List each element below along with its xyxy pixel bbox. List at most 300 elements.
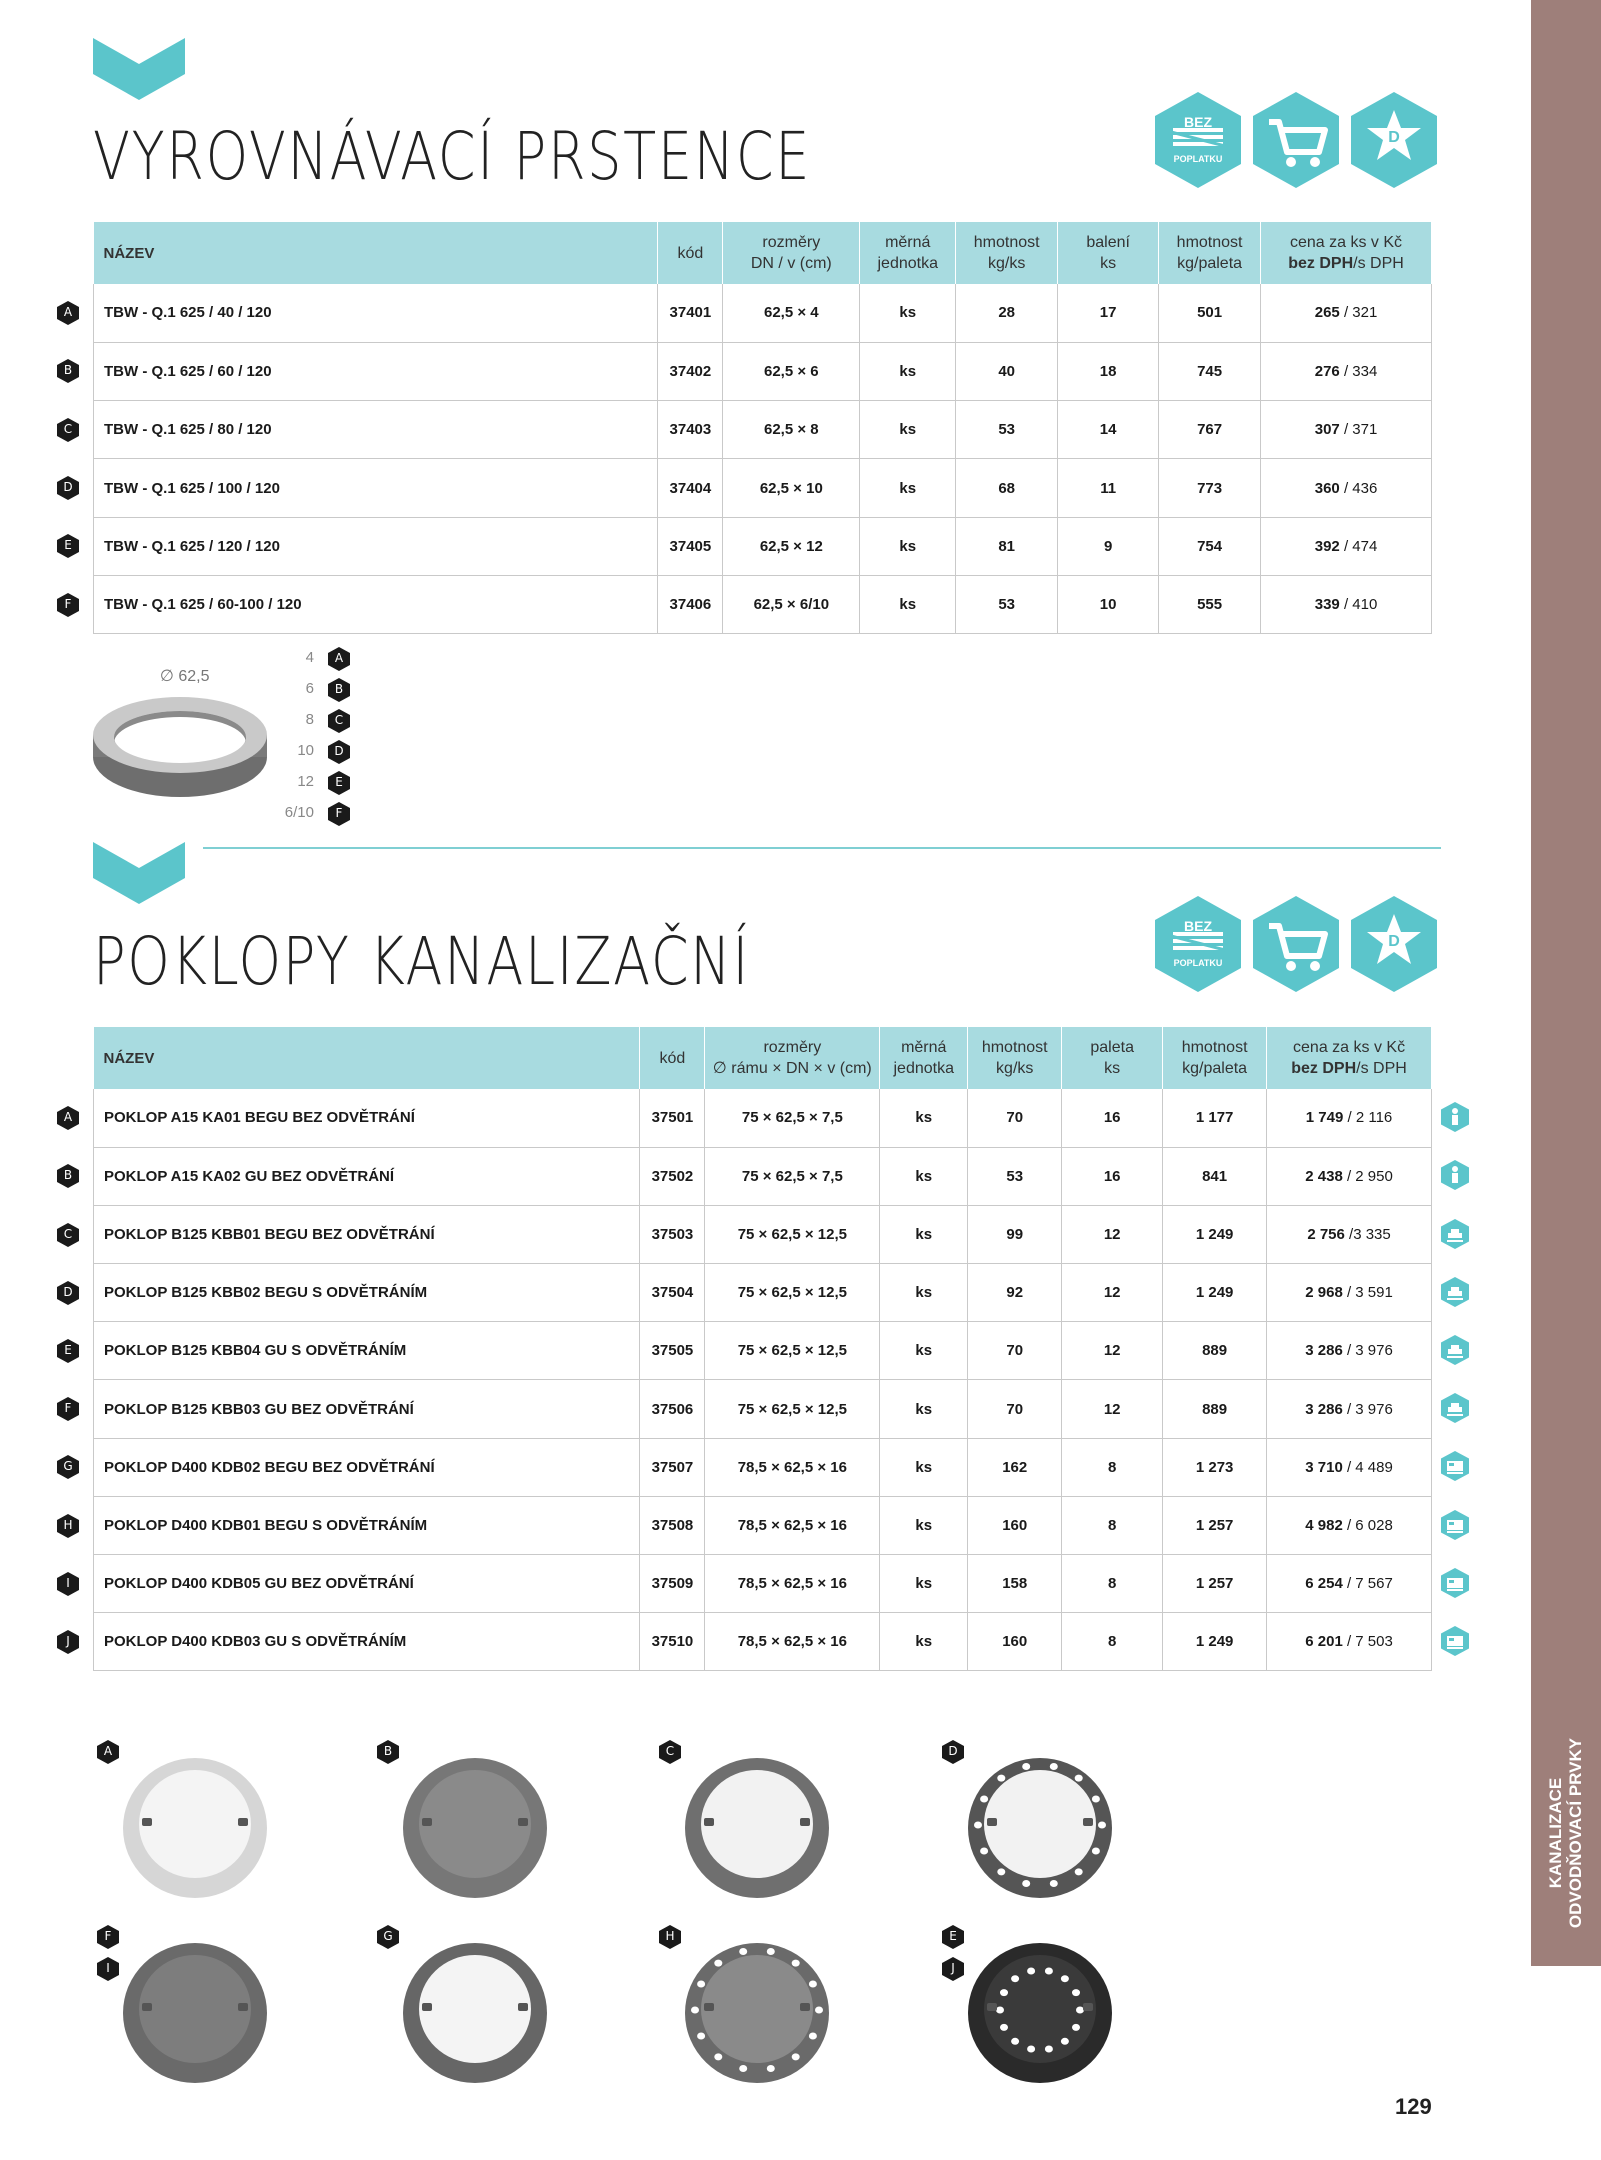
pack-qty: 8 (1062, 1496, 1163, 1554)
price-net: 3 286 (1305, 1342, 1343, 1360)
row-letter: H (665, 1929, 675, 1943)
price-net: 392 (1314, 537, 1340, 555)
row-letter: I (66, 1576, 70, 1590)
price (1261, 401, 1432, 459)
manhole-cover-photo (682, 1935, 832, 2085)
pack-qty: 11 (1058, 459, 1159, 517)
unit: ks (880, 1089, 968, 1147)
section-title-rings: VYROVNÁVACÍ PRSTENCE (93, 118, 812, 195)
column-header: hmotnost kg/paleta (1163, 1027, 1267, 1089)
product-name: TBW - Q.1 625 / 60 / 120 (94, 342, 658, 400)
product-code: 37504 (640, 1264, 705, 1322)
pallet-weight: 1 177 (1163, 1089, 1267, 1147)
chevron-down-icon (93, 38, 185, 100)
pack-qty: 14 (1058, 401, 1159, 459)
price-net: 360 (1314, 479, 1340, 497)
unit: ks (880, 1613, 968, 1671)
row-letter-hex (328, 802, 350, 826)
table-row (94, 1496, 1432, 1554)
pack-qty: 12 (1062, 1264, 1163, 1322)
product-code: 37501 (640, 1089, 705, 1147)
badge-bez-text: BEZ (1184, 918, 1212, 934)
row-letter: F (64, 1401, 72, 1415)
truck-icon (1441, 1626, 1469, 1656)
car-icon (1441, 1219, 1469, 1249)
product-code: 37502 (640, 1147, 705, 1205)
badge-poplatku-text: POPLATKU (1173, 154, 1223, 164)
row-letter: J (66, 1634, 70, 1648)
pack-qty: 12 (1062, 1322, 1163, 1380)
row-letter: B (334, 682, 344, 696)
row-letter-hex (57, 476, 79, 500)
car-icon (1441, 1277, 1469, 1307)
price (1267, 1496, 1432, 1554)
row-letter-hex (57, 1106, 79, 1130)
price-gross: / 3 976 (1342, 1342, 1393, 1360)
truck-icon (1441, 1510, 1469, 1540)
row-letter: A (63, 305, 73, 319)
pallet-weight: 745 (1159, 342, 1261, 400)
pallet-weight: 1 249 (1163, 1205, 1267, 1263)
unit: ks (880, 1264, 968, 1322)
price-net: 339 (1314, 596, 1340, 614)
sidebar-line-1: KANALIZACE (1546, 1777, 1565, 1889)
row-letter-hex (57, 1223, 79, 1247)
pallet-weight: 767 (1159, 401, 1261, 459)
ring-illustration (90, 640, 270, 820)
weight: 160 (968, 1613, 1062, 1671)
row-letter: F (335, 806, 343, 820)
row-letter-hex (57, 359, 79, 383)
price-gross: / 7 503 (1342, 1633, 1393, 1651)
star-d-badge (1351, 896, 1437, 992)
product-code: 37509 (640, 1555, 705, 1613)
table-row (94, 459, 1432, 517)
dimensions: 75 × 62,5 × 12,5 (705, 1264, 880, 1322)
unit: ks (860, 284, 956, 342)
pack-qty: 8 (1062, 1555, 1163, 1613)
price-column-header: cena za ks v Kč bez DPH/s DPH (1261, 222, 1432, 284)
price-gross: / 3 976 (1342, 1400, 1393, 1418)
row-letter: G (383, 1929, 393, 1943)
ring-height-value: 6 (305, 680, 314, 697)
product-code: 37503 (640, 1205, 705, 1263)
star-d-badge (1351, 92, 1437, 188)
car-icon (1441, 1335, 1469, 1365)
weight: 40 (956, 342, 1058, 400)
column-header: rozměry DN / v (cm) (723, 222, 860, 284)
row-letter: E (949, 1929, 957, 1943)
weight: 160 (968, 1496, 1062, 1554)
row-letter-hex (57, 1281, 79, 1305)
row-letter: F (104, 1929, 112, 1943)
unit: ks (860, 517, 956, 575)
row-letter-hex (97, 1925, 119, 1949)
badge-bez-text: BEZ (1184, 114, 1212, 130)
unit: ks (880, 1438, 968, 1496)
unit: ks (880, 1205, 968, 1263)
price (1267, 1613, 1432, 1671)
table-row (94, 1089, 1432, 1147)
page-number: 129 (1395, 2094, 1432, 2119)
product-name: POKLOP D400 KDB01 BEGU S ODVĚTRÁNÍM (94, 1496, 640, 1554)
table-row (94, 1205, 1432, 1263)
column-header: paleta ks (1062, 1027, 1163, 1089)
product-code: 37508 (640, 1496, 705, 1554)
row-letter: B (383, 1744, 393, 1758)
weight: 28 (956, 284, 1058, 342)
dimensions: 75 × 62,5 × 12,5 (705, 1205, 880, 1263)
table-row (94, 1264, 1432, 1322)
weight: 162 (968, 1438, 1062, 1496)
price-gross: / 436 (1339, 479, 1378, 497)
pallet-weight: 889 (1163, 1322, 1267, 1380)
pallet-weight: 1 249 (1163, 1264, 1267, 1322)
weight: 70 (968, 1380, 1062, 1438)
row-letter-hex (57, 1339, 79, 1363)
row-letter-hex (328, 771, 350, 795)
price (1267, 1089, 1432, 1147)
row-letter-hex (57, 1514, 79, 1538)
product-name: POKLOP B125 KBB03 GU BEZ ODVĚTRÁNÍ (94, 1380, 640, 1438)
product-code: 37406 (658, 575, 723, 633)
pack-qty: 16 (1062, 1147, 1163, 1205)
dimensions: 78,5 × 62,5 × 16 (705, 1438, 880, 1496)
column-header: balení ks (1058, 222, 1159, 284)
product-code: 37507 (640, 1438, 705, 1496)
row-letter-hex (57, 1164, 79, 1188)
product-name: POKLOP B125 KBB01 BEGU BEZ ODVĚTRÁNÍ (94, 1205, 640, 1263)
weight: 70 (968, 1322, 1062, 1380)
row-letter-hex (328, 678, 350, 702)
pack-qty: 17 (1058, 284, 1159, 342)
price-net: 3 710 (1305, 1458, 1343, 1476)
row-letter: C (63, 422, 73, 436)
price-net: 6 201 (1305, 1633, 1343, 1651)
row-letter: J (951, 1961, 955, 1975)
ring-height-value: 10 (297, 742, 314, 759)
product-code: 37401 (658, 284, 723, 342)
ring-height-value: 4 (305, 649, 314, 666)
manhole-cover-photo (965, 1750, 1115, 1900)
pedestrian-icon (1441, 1102, 1469, 1132)
product-name: POKLOP B125 KBB04 GU S ODVĚTRÁNÍM (94, 1322, 640, 1380)
pallet-weight: 773 (1159, 459, 1261, 517)
table-row (94, 284, 1432, 342)
product-code: 37402 (658, 342, 723, 400)
badge-d-text: D (1388, 129, 1400, 146)
row-letter-hex (942, 1740, 964, 1764)
price-gross: / 2 116 (1343, 1109, 1393, 1127)
product-name: POKLOP D400 KDB05 GU BEZ ODVĚTRÁNÍ (94, 1555, 640, 1613)
product-code: 37404 (658, 459, 723, 517)
weight: 68 (956, 459, 1058, 517)
row-letter-hex (942, 1957, 964, 1981)
table-row (94, 1380, 1432, 1438)
dimensions: 75 × 62,5 × 12,5 (705, 1380, 880, 1438)
row-letter-hex (377, 1740, 399, 1764)
cart-icon (1253, 92, 1339, 188)
row-letter-hex (328, 709, 350, 733)
product-name: POKLOP A15 KA01 BEGU BEZ ODVĚTRÁNÍ (94, 1089, 640, 1147)
row-letter-hex (57, 1455, 79, 1479)
product-name: POKLOP A15 KA02 GU BEZ ODVĚTRÁNÍ (94, 1147, 640, 1205)
cart-icon (1253, 896, 1339, 992)
price-net: 1 749 (1305, 1109, 1344, 1127)
pallet-weight: 754 (1159, 517, 1261, 575)
price-gross: / 4 489 (1342, 1458, 1393, 1476)
row-letter: A (103, 1744, 113, 1758)
price-gross: / 7 567 (1342, 1575, 1393, 1593)
price (1267, 1555, 1432, 1613)
no-fee-pallet-badge (1155, 92, 1241, 188)
unit: ks (880, 1380, 968, 1438)
row-letter-hex (97, 1957, 119, 1981)
dimensions: 78,5 × 62,5 × 16 (705, 1613, 880, 1671)
pallet-weight: 1 257 (1163, 1555, 1267, 1613)
price (1261, 459, 1432, 517)
ring-height-value: 12 (297, 773, 314, 790)
dimensions: 62,5 × 6/10 (723, 575, 860, 633)
unit: ks (860, 575, 956, 633)
covers-table (93, 1027, 1432, 1671)
row-letter: D (948, 1744, 958, 1758)
row-letter-hex (659, 1925, 681, 1949)
manhole-cover-photo (120, 1750, 270, 1900)
row-letter-hex (659, 1740, 681, 1764)
weight: 53 (956, 575, 1058, 633)
section-title-covers: POKLOPY KANALIZAČNÍ (93, 923, 750, 1000)
pallet-weight: 841 (1163, 1147, 1267, 1205)
product-name: TBW - Q.1 625 / 40 / 120 (94, 284, 658, 342)
row-letter: E (64, 538, 72, 552)
pack-qty: 18 (1058, 342, 1159, 400)
row-letter: C (665, 1744, 675, 1758)
ring-height-value: 8 (305, 711, 314, 728)
row-letter-hex (57, 1630, 79, 1654)
dimensions: 62,5 × 8 (723, 401, 860, 459)
price-net: 2 756 (1307, 1225, 1345, 1243)
unit: ks (880, 1147, 968, 1205)
pack-qty: 16 (1062, 1089, 1163, 1147)
product-name: POKLOP D400 KDB03 GU S ODVĚTRÁNÍM (94, 1613, 640, 1671)
product-name: TBW - Q.1 625 / 100 / 120 (94, 459, 658, 517)
pallet-weight: 1 273 (1163, 1438, 1267, 1496)
price (1261, 575, 1432, 633)
table-row (94, 1322, 1432, 1380)
column-header: NÁZEV (94, 1027, 640, 1089)
column-header: měrná jednotka (860, 222, 956, 284)
row-letter-hex (57, 534, 79, 558)
price-gross: / 6 028 (1342, 1516, 1393, 1534)
badge-group-1 (1155, 92, 1437, 188)
row-letter: G (63, 1459, 73, 1473)
dimensions: 75 × 62,5 × 7,5 (705, 1147, 880, 1205)
weight: 70 (968, 1089, 1062, 1147)
row-letter-hex (57, 418, 79, 442)
badge-group-2 (1155, 896, 1437, 992)
manhole-cover-photo (400, 1935, 550, 2085)
badge-poplatku-text: POPLATKU (1173, 958, 1223, 968)
column-header: hmotnost kg/ks (956, 222, 1058, 284)
sidebar-label (1531, 1700, 1601, 1966)
unit: ks (860, 342, 956, 400)
product-code: 37405 (658, 517, 723, 575)
column-header: kód (640, 1027, 705, 1089)
row-letter: E (335, 775, 343, 789)
row-letter-hex (328, 740, 350, 764)
table-row (94, 1555, 1432, 1613)
price-gross: / 474 (1339, 537, 1378, 555)
pack-qty: 10 (1058, 575, 1159, 633)
product-name: TBW - Q.1 625 / 80 / 120 (94, 401, 658, 459)
dimensions: 75 × 62,5 × 12,5 (705, 1322, 880, 1380)
unit: ks (860, 459, 956, 517)
weight: 92 (968, 1264, 1062, 1322)
price (1261, 284, 1432, 342)
row-letter: C (63, 1227, 73, 1241)
pack-qty: 12 (1062, 1380, 1163, 1438)
manhole-cover-photo (400, 1750, 550, 1900)
price (1267, 1380, 1432, 1438)
truck-icon (1441, 1451, 1469, 1481)
price-net: 265 (1314, 304, 1340, 322)
pack-qty: 9 (1058, 517, 1159, 575)
row-letter-hex (57, 301, 79, 325)
pallet-weight: 889 (1163, 1380, 1267, 1438)
price-net: 2 968 (1305, 1284, 1343, 1302)
product-code: 37403 (658, 401, 723, 459)
row-letter: E (64, 1343, 72, 1357)
chevron-down-icon (93, 842, 185, 904)
price-net: 6 254 (1305, 1575, 1343, 1593)
unit: ks (880, 1496, 968, 1554)
price-gross: / 321 (1339, 304, 1378, 322)
row-letter-hex (57, 1397, 79, 1421)
pack-qty: 12 (1062, 1205, 1163, 1263)
price (1267, 1438, 1432, 1496)
price (1261, 342, 1432, 400)
row-letter-hex (57, 1572, 79, 1596)
rings-table (93, 222, 1432, 634)
price-net: 276 (1314, 362, 1340, 380)
row-letter: B (63, 1168, 73, 1182)
table-row (94, 342, 1432, 400)
product-code: 37510 (640, 1613, 705, 1671)
pack-qty: 8 (1062, 1438, 1163, 1496)
row-letter: I (106, 1961, 110, 1975)
unit: ks (880, 1555, 968, 1613)
column-header: rozměry ∅ rámu × DN × v (cm) (705, 1027, 880, 1089)
table-row (94, 401, 1432, 459)
dimensions: 62,5 × 10 (723, 459, 860, 517)
badge-d-text: D (1388, 933, 1400, 950)
row-letter-hex (377, 1925, 399, 1949)
column-header: hmotnost kg/paleta (1159, 222, 1261, 284)
table-row (94, 1147, 1432, 1205)
price-net: 2 438 (1305, 1167, 1343, 1185)
price (1267, 1205, 1432, 1263)
price (1261, 517, 1432, 575)
truck-icon (1441, 1568, 1469, 1598)
dimensions: 62,5 × 12 (723, 517, 860, 575)
table-row (94, 1613, 1432, 1671)
price-gross: / 2 950 (1342, 1167, 1393, 1185)
weight: 158 (968, 1555, 1062, 1613)
dimensions: 78,5 × 62,5 × 16 (705, 1555, 880, 1613)
row-letter: D (334, 744, 344, 758)
weight: 53 (956, 401, 1058, 459)
dimensions: 75 × 62,5 × 7,5 (705, 1089, 880, 1147)
price-gross: / 371 (1339, 421, 1378, 439)
price (1267, 1264, 1432, 1322)
unit: ks (880, 1322, 968, 1380)
sidebar-line-2: ODVODŇOVACÍ PRVKY (1566, 1737, 1585, 1929)
row-letter: H (63, 1518, 73, 1532)
product-code: 37505 (640, 1322, 705, 1380)
pallet-weight: 555 (1159, 575, 1261, 633)
car-icon (1441, 1393, 1469, 1423)
row-letter: D (63, 1285, 73, 1299)
row-letter-hex (57, 593, 79, 617)
price (1267, 1322, 1432, 1380)
manhole-cover-photo (120, 1935, 270, 2085)
table-row (94, 575, 1432, 633)
unit: ks (860, 401, 956, 459)
price-net: 4 982 (1305, 1516, 1343, 1534)
price-gross: / 334 (1339, 362, 1378, 380)
manhole-cover-photo (682, 1750, 832, 1900)
no-fee-pallet-badge (1155, 896, 1241, 992)
price (1267, 1147, 1432, 1205)
column-header: hmotnost kg/ks (968, 1027, 1062, 1089)
product-name: TBW - Q.1 625 / 120 / 120 (94, 517, 658, 575)
product-name: POKLOP B125 KBB02 BEGU S ODVĚTRÁNÍM (94, 1264, 640, 1322)
row-letter: B (63, 363, 73, 377)
pallet-weight: 1 249 (1163, 1613, 1267, 1671)
column-header: NÁZEV (94, 222, 658, 284)
table-row (94, 1438, 1432, 1496)
price-net: 3 286 (1305, 1400, 1343, 1418)
dimensions: 62,5 × 4 (723, 284, 860, 342)
price-gross: / 410 (1339, 596, 1378, 614)
product-code: 37506 (640, 1380, 705, 1438)
pallet-weight: 501 (1159, 284, 1261, 342)
row-letter: A (63, 1110, 73, 1124)
weight: 81 (956, 517, 1058, 575)
price-gross: / 3 591 (1342, 1284, 1393, 1302)
dimensions: 62,5 × 6 (723, 342, 860, 400)
row-letter-hex (97, 1740, 119, 1764)
price-net: 307 (1314, 421, 1340, 439)
pedestrian-icon (1441, 1160, 1469, 1190)
section-divider (203, 847, 1441, 849)
row-letter: C (334, 713, 344, 727)
dimensions: 78,5 × 62,5 × 16 (705, 1496, 880, 1554)
pallet-weight: 1 257 (1163, 1496, 1267, 1554)
ring-diameter-label: ∅ 62,5 (160, 668, 210, 685)
row-letter: D (63, 480, 73, 494)
row-letter: A (334, 651, 344, 665)
price-column-header: cena za ks v Kč bez DPH/s DPH (1267, 1027, 1432, 1089)
weight: 99 (968, 1205, 1062, 1263)
row-letter-hex (328, 647, 350, 671)
product-name: TBW - Q.1 625 / 60-100 / 120 (94, 575, 658, 633)
manhole-cover-photo (965, 1935, 1115, 2085)
ring-height-value: 6/10 (284, 804, 314, 821)
sidebar-band (1531, 0, 1601, 1966)
column-header: kód (658, 222, 723, 284)
